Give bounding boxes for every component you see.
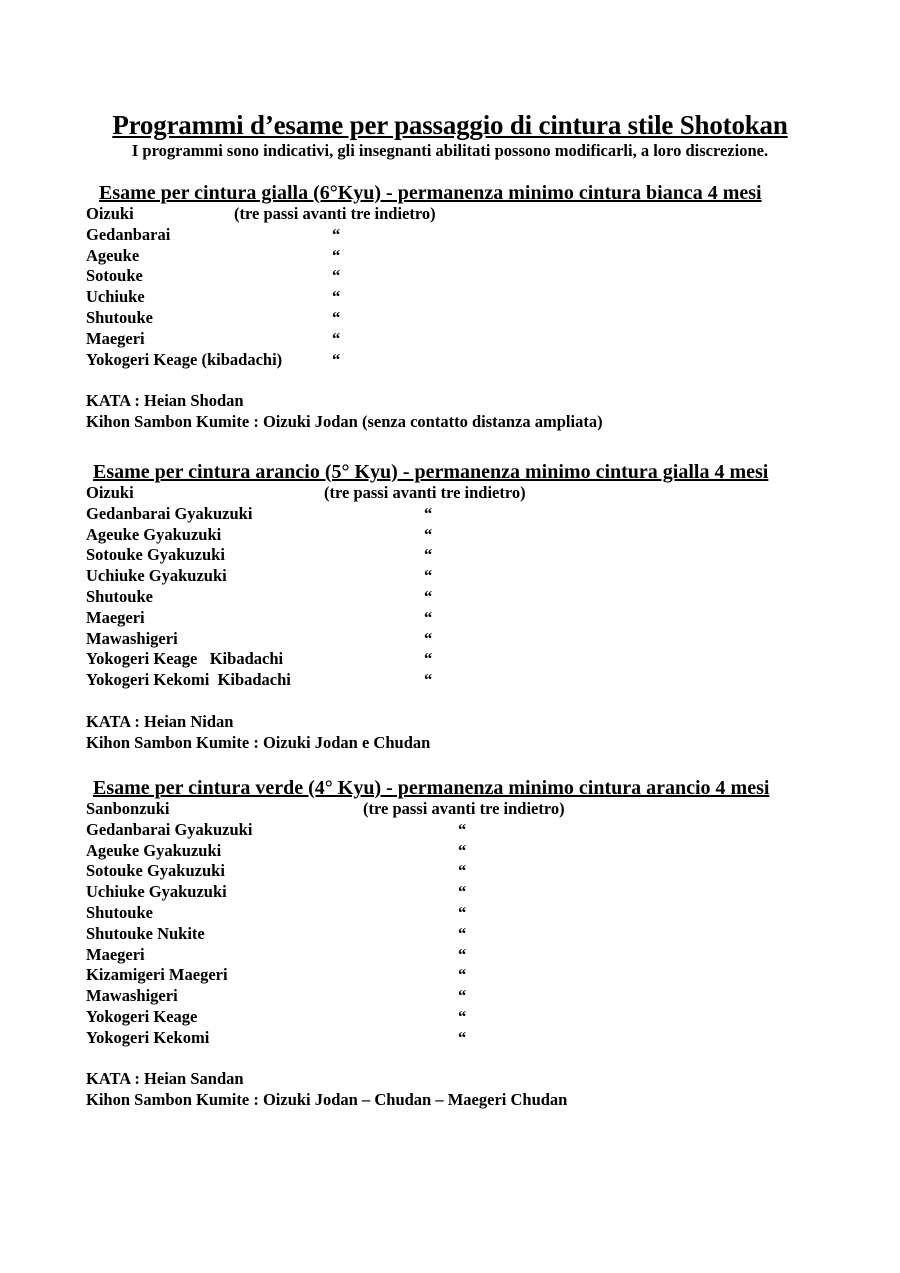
kihon-line: Kihon Sambon Kumite : Oizuki Jodan e Chudan [86,732,431,752]
section-heading: Esame per cintura arancio (5° Kyu) - permanenza minimo cintura gialla 4 mesi [93,461,769,483]
technique-note: (tre passi avanti tre indietro) [363,799,565,818]
technique-name: Sanbonzuki [86,799,170,818]
list-item [86,1007,846,1028]
technique-note: “ [332,349,341,369]
technique-note: “ [332,287,341,307]
technique-note: “ [332,224,341,244]
technique-note: “ [458,882,467,902]
technique-name: Gedanbarai Gyakuzuki [86,819,253,839]
technique-name: Shutouke [86,307,153,327]
list-item [86,965,846,986]
technique-name: Oizuki [86,483,134,502]
list-item [86,608,846,629]
technique-name: Kizamigeri Maegeri [86,965,228,985]
technique-name: Uchiuke [86,287,145,307]
technique-note: “ [424,503,433,523]
technique-name: Shutouke [86,586,153,606]
technique-note: “ [424,670,433,690]
section-green-belt [86,777,846,1111]
kihon-line: Kihon Sambon Kumite : Oizuki Jodan (senza contatto distanza ampliata) [86,411,603,431]
list-item [86,525,846,546]
technique-note: (tre passi avanti tre indietro) [234,204,436,223]
technique-name: Sotouke Gyakuzuki [86,545,225,565]
list-item [86,308,846,329]
list-item [86,649,846,670]
technique-name: Ageuke Gyakuzuki [86,840,222,860]
technique-name: Mawashigeri [86,628,178,648]
list-item [86,945,846,966]
list-item [86,329,846,350]
technique-name: Yokogeri Kekomi [86,1027,210,1047]
list-item [86,820,846,841]
technique-note: “ [458,986,467,1006]
technique-note: “ [458,1006,467,1026]
list-item [86,483,846,504]
list-item [86,587,846,608]
technique-note: “ [458,923,467,943]
document-subtitle: I programmi sono indicativi, gli insegnanti abilitati possono modificarli, a loro discrezione. [131,141,769,160]
technique-name: Yokogeri Keage (kibadachi) [86,349,283,369]
technique-name: Yokogeri Kekomi Kibadachi [86,670,291,690]
technique-note: “ [458,902,467,922]
technique-name: Ageuke Gyakuzuki [86,524,222,544]
list-item [86,841,846,862]
list-item [86,861,846,882]
list-item [86,504,846,525]
technique-note: “ [458,840,467,860]
technique-name: Maegeri [86,607,145,627]
technique-note: “ [424,545,433,565]
list-item [86,350,846,371]
technique-note: “ [332,307,341,327]
technique-name: Yokogeri Keage [86,1006,198,1026]
technique-note: “ [458,861,467,881]
technique-name: Uchiuke Gyakuzuki [86,882,227,902]
technique-name: Shutouke [86,902,153,922]
technique-note: “ [424,566,433,586]
list-item [86,670,846,691]
technique-name: Maegeri [86,328,145,348]
list-item [86,882,846,903]
list-item [86,566,846,587]
technique-name: Yokogeri Keage Kibadachi [86,649,284,669]
section-heading: Esame per cintura gialla (6°Kyu) - permanenza minimo cintura bianca 4 mesi [99,182,762,204]
technique-note: “ [458,944,467,964]
list-item [86,204,846,225]
technique-note: “ [424,524,433,544]
technique-name: Ageuke [86,245,140,265]
list-item [86,799,846,820]
technique-note: “ [424,607,433,627]
section-heading: Esame per cintura verde (4° Kyu) - permanenza minimo cintura arancio 4 mesi [93,777,770,799]
technique-note: “ [424,628,433,648]
technique-note: “ [458,1027,467,1047]
technique-name: Mawashigeri [86,986,178,1006]
list-item [86,545,846,566]
technique-name: Gedanbarai Gyakuzuki [86,503,253,523]
list-item [86,629,846,650]
kihon-line: Kihon Sambon Kumite : Oizuki Jodan – Chudan – Maegeri Chudan [86,1090,568,1110]
technique-note: “ [458,819,467,839]
list-item [86,246,846,267]
list-item [86,225,846,246]
technique-note: (tre passi avanti tre indietro) [324,483,526,502]
technique-note: “ [424,649,433,669]
kata-line: KATA : Heian Sandan [86,1069,244,1089]
list-item [86,287,846,308]
list-item [86,1028,846,1049]
technique-name: Shutouke Nukite [86,923,205,943]
document-title: Programmi d’esame per passaggio di cintura stile Shotokan [112,110,788,140]
technique-name: Gedanbarai [86,224,171,244]
kata-line: KATA : Heian Shodan [86,391,244,411]
technique-name: Oizuki [86,204,134,223]
technique-note: “ [332,245,341,265]
technique-name: Sotouke [86,266,143,286]
technique-note: “ [332,328,341,348]
technique-name: Uchiuke Gyakuzuki [86,566,227,586]
technique-note: “ [424,586,433,606]
technique-name: Maegeri [86,944,145,964]
section-yellow-belt [86,182,846,433]
list-item [86,903,846,924]
list-item [86,266,846,287]
technique-note: “ [458,965,467,985]
technique-note: “ [332,266,341,286]
kata-line: KATA : Heian Nidan [86,711,234,731]
technique-name: Sotouke Gyakuzuki [86,861,225,881]
list-item [86,986,846,1007]
list-item [86,924,846,945]
section-orange-belt [86,461,846,753]
